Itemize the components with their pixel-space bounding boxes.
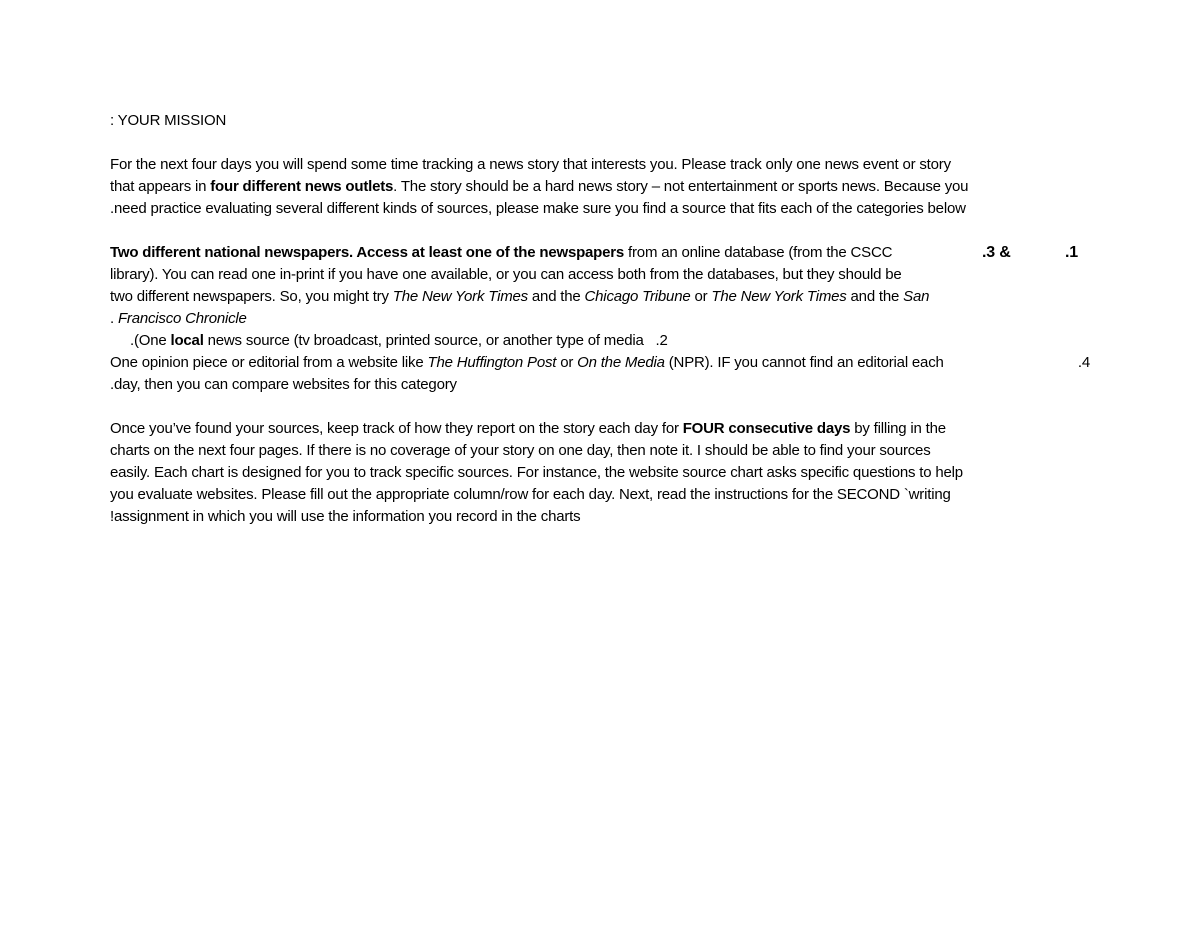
item2-text: news source (tv broadcast, printed source, or another type of media <box>203 332 644 349</box>
document-page <box>110 110 1090 528</box>
item-number-1: .1 <box>1065 244 1078 261</box>
closing-emphasis: FOUR consecutive days <box>682 420 851 437</box>
newspaper-title: Francisco Chronicle <box>117 310 247 327</box>
closing-text: by filling in the <box>850 420 946 437</box>
spacer <box>110 220 1090 242</box>
closing-text: Once you’ve found your sources, keep track of how they report on the story each day for <box>110 420 683 437</box>
newspaper-title: The New York Times <box>392 288 528 305</box>
spacer <box>110 396 1090 418</box>
closing-line-2: charts on the next four pages. If there is no coverage of your story on one day, then note it. I should be able to find your sources <box>110 442 931 459</box>
item1-text: and the <box>527 288 585 305</box>
spacer <box>110 132 1090 154</box>
item4-line-1 <box>110 352 1090 374</box>
item2-text: .(One <box>130 332 171 349</box>
item1-text: . <box>110 310 118 327</box>
newspaper-title: The New York Times <box>711 288 847 305</box>
item1-line-1 <box>110 242 1090 264</box>
item-number-2: .2 <box>655 332 668 349</box>
item4-text: One opinion piece or editorial from a website like <box>110 354 428 371</box>
closing-line-4: you evaluate websites. Please fill out the appropriate column/row for each day. Next, read the instructions for the SECOND `writing <box>110 486 951 503</box>
list-item-1-3 <box>110 242 1090 330</box>
closing-paragraph <box>110 418 1090 528</box>
item2-emphasis: local <box>170 332 204 349</box>
intro-paragraph <box>110 154 1090 220</box>
website-title: On the Media <box>577 354 665 371</box>
intro-line-2 <box>110 176 1090 198</box>
closing-line-3: easily. Each chart is designed for you to track specific sources. For instance, the website source chart asks specific questions to help <box>110 464 963 481</box>
item4-text: or <box>556 354 578 371</box>
item1-text: two different newspapers. So, you might try <box>110 288 393 305</box>
closing-line-5: !assignment in which you will use the information you record in the charts <box>110 508 581 525</box>
item1-line-4 <box>110 308 1090 330</box>
item1-text: from an online database (from the CSCC <box>624 244 893 261</box>
item1-line-3 <box>110 286 1090 308</box>
closing-line-1 <box>110 418 1090 440</box>
newspaper-title: San <box>903 288 930 305</box>
website-title: The Huffington Post <box>427 354 557 371</box>
list-item-2 <box>110 330 1090 352</box>
item1-line-2: library). You can read one in-print if you have one available, or you can access both from the databases, but they should be <box>110 266 902 283</box>
list-item-4 <box>110 352 1090 396</box>
item-number-4: .4 <box>1077 354 1090 371</box>
item1-text: and the <box>846 288 904 305</box>
item1-text: or <box>690 288 712 305</box>
item4-text: (NPR). IF you cannot find an editorial each <box>664 354 944 371</box>
item4-line-2: .day, then you can compare websites for this category <box>110 376 457 393</box>
item1-bold-text: Two different national newspapers. Access at least one of the newspapers <box>110 244 625 261</box>
intro-line-1: For the next four days you will spend some time tracking a news story that interests you. Please track only one news event or story <box>110 156 951 173</box>
intro-text: . The story should be a hard news story – not entertainment or sports news. Because you <box>393 178 969 195</box>
intro-text: that appears in <box>110 178 211 195</box>
intro-emphasis: four different news outlets <box>210 178 394 195</box>
item-number-3: .3 & <box>982 244 1011 261</box>
newspaper-title: Chicago Tribune <box>584 288 691 305</box>
intro-line-3: .need practice evaluating several different kinds of sources, please make sure you find a source that fits each of the categories below <box>110 200 966 217</box>
mission-heading: : YOUR MISSION <box>110 112 227 129</box>
